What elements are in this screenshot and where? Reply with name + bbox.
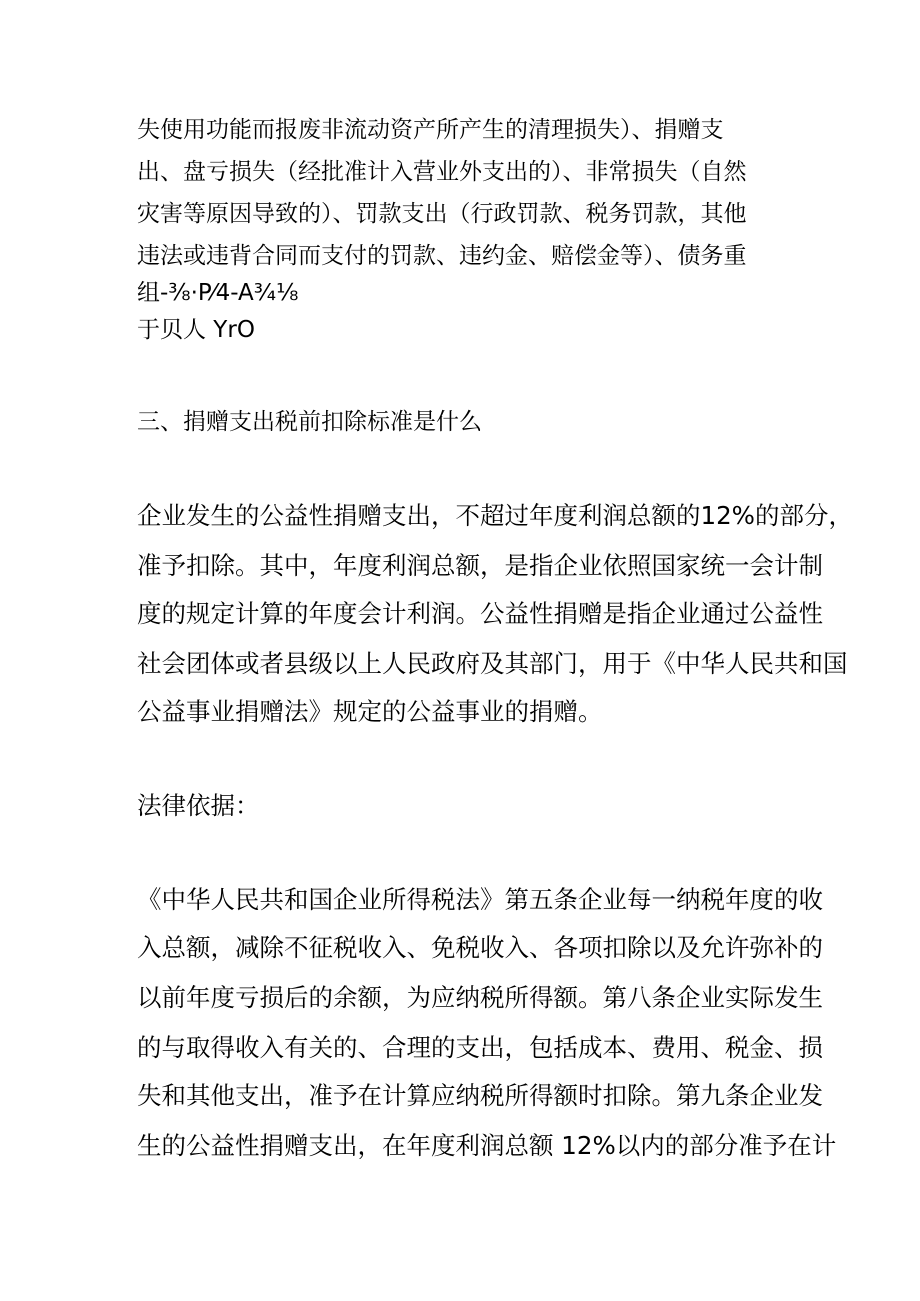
legal-basis-label: 法律依据： [137, 791, 260, 820]
text-line: 的与取得收入有关的、合理的支出，包括成本、费用、税金、损 [137, 1033, 823, 1062]
text-line: 违法或违背合同而支付的罚款、违约金、赔偿金等）、债务重 [137, 243, 747, 269]
text-line: 灾害等原因导致的）、罚款支出（行政罚款、税务罚款，其他 [137, 201, 747, 227]
text-line: 企业发生的公益性捐赠支出，不超过年度利润总额的12%的部分， [137, 501, 853, 530]
text-line: 失和其他支出，准予在计算应纳税所得额时扣除。第九条企业发 [137, 1081, 823, 1110]
text-line: 以前年度亏损后的余额，为应纳税所得额。第八条企业实际发生 [137, 983, 823, 1012]
text-line: 生的公益性捐赠支出，在年度利润总额 12%以内的部分准予在计 [137, 1131, 837, 1160]
text-line: 出、盘亏损失（经批准计入营业外支出的）、非常损失（自然 [137, 159, 747, 185]
text-line: 失使用功能而报废非流动资产所产生的清理损失）、捐赠支 [137, 117, 724, 143]
text-line: 《中华人民共和国企业所得税法》第五条企业每一纳税年度的收 [137, 885, 823, 914]
text-line: 组-⅜·P⁄4-A¾⅛ [137, 280, 299, 306]
text-line: 入总额，减除不征税收入、免税收入、各项扣除以及允许弥补的 [137, 933, 823, 962]
text-line: 度的规定计算的年度会计利润。公益性捐赠是指企业通过公益性 [137, 599, 823, 628]
text-line: 于贝人 YrO [137, 317, 255, 343]
text-line: 公益事业捐赠法》规定的公益事业的捐赠。 [137, 697, 603, 726]
text-line: 准予扣除。其中，年度利润总额，是指企业依照国家统一会计制 [137, 551, 823, 580]
text-line: 社会团体或者县级以上人民政府及其部门，用于《中华人民共和国 [137, 649, 848, 678]
section-heading: 三、捐赠支出税前扣除标准是什么 [137, 409, 482, 435]
